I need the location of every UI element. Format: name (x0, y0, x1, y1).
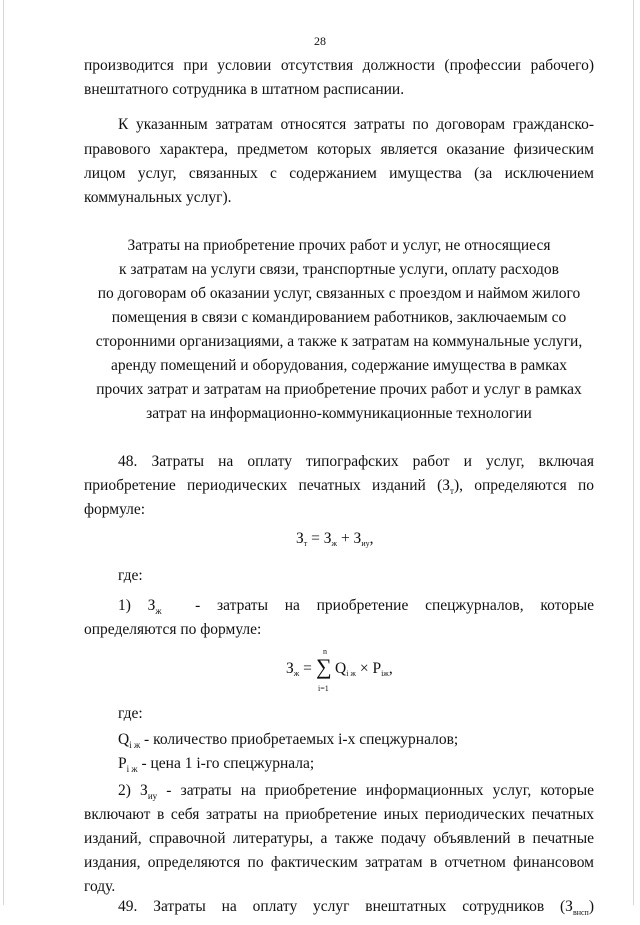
item-2-line: изданий, справочной литературы, а также подачу объявлений в печатные (84, 830, 594, 847)
item-2-line: 2) $З_{иу}$ - затраты на приобретение информационных услуг, которые (118, 782, 594, 802)
intro-line: производится при условии отсутствия должности (профессии рабочего) (84, 57, 594, 74)
item-1-line: определяются по формуле: (84, 621, 262, 638)
item-1-line: 1) $З_ж$ - затраты на приобретение спецжурналов, которые (118, 597, 595, 617)
where-label: где: (118, 705, 143, 722)
section-heading-line: прочих затрат и затратам на приобретение прочих работ и услуг в рамках (96, 381, 582, 398)
paragraph-49-line: 49. Затраты на оплату услуг внештатных сотрудников $(З_{внсп})$ (118, 898, 594, 918)
paragraph-48-line: 48. Затраты на оплату типографских работ и услуг, включая (118, 453, 594, 470)
intro-line: К указанным затратам относятся затраты по договорам гражданско- (118, 116, 594, 133)
section-heading-line: сторонними организациями, а также к затратам на коммунальные услуги, (95, 333, 583, 350)
section-heading-line: затрат на информационно-коммуникационные технологии (146, 405, 532, 422)
page-number: 28 (314, 34, 326, 48)
intro-line: коммунальных услуг). (84, 189, 232, 206)
definition-q: $Q_{i ж}$ - количество приобретаемых i-х спецжурналов; (118, 731, 459, 751)
sum-upper-limit: n (323, 647, 327, 656)
item-2-line: издания, определяются по фактическим затратам в отчетном финансовом (84, 854, 594, 871)
section-heading-line: Затраты на приобретение прочих работ и услуг, не относящиеся (127, 237, 551, 254)
section-heading-line: помещения в связи с командированием работников, заключаемым со (111, 309, 567, 326)
definition-p: $P_{i ж}$ - цена 1 i-го спецжурнала; (118, 755, 315, 775)
item-2-line: включают в себя затраты на приобретение иных периодических печатных (84, 806, 594, 823)
item-2-line: году. (84, 878, 116, 895)
scan-edge-left (3, 0, 4, 905)
section-heading-line: аренду помещений и оборудования, содержание имущества в рамках (110, 357, 568, 374)
formula-total-typography: $З_т = З_ж + З_{иу}$, (296, 530, 374, 548)
where-label: где: (118, 567, 143, 584)
document-page: 28 производится при условии отсутствия должности (профессии рабочего) внештатного сотрудника в штатном расписании. К указанным затратам относятся затраты по договорам гражданско- правового характера, предметом которых является оказание физическим лицом услуг, связанных с содержанием имущества (за исключением коммунальных услуг). Затраты на приобретение прочих работ и услуг, не относящиеся к затратам на услуги связи, транспортные услуги, оплату расходов по договорам об оказании услуг, связанных с проездом и наймом жилого помещения в связи с командированием работников, заключаемым со сторонними организациями, а также к затратам на коммунальные услуги, аренду помещений и оборудования, содержание имущества в рамках прочих затрат и затратам на приобретение прочих работ и услуг в рамках затрат на информационно-коммуникационные технологии 48. Затраты на оплату типографских работ и услуг, включая приобретение периодических печатных изданий $(З_т)$, определяются по формуле: $З_т = З_ж + З_{иу}$, где: 1) $З_ж$ - затраты на приобретение спецжурналов, которые определяются по формуле: $З_ж$ = n ∑ i=1 $Q_{i ж} \times P_{iж}$, где: $Q_{i ж}$ - количество приобретаемых i-х спецжурналов; $P_{i ж}$ - цена 1 i-го спецжурнала; 2) $З_{иу}$ - затраты на приобретение информационных услуг, которые включают в себя затраты на приобретение иных периодических печатных изданий, справочной литературы, а также подачу объявлений в печатные издания, определяются по фактическим затратам в отчетном финансовом году. 49. Затраты на оплату услуг внештатных сотрудников $(З_{внсп})$ (0, 0, 640, 905)
intro-line: правового характера, предметом которых является оказание физическим (84, 141, 594, 158)
paragraph-48-line: приобретение периодических печатных изданий $(З_т)$, определяются по (84, 477, 595, 497)
intro-line: лицом услуг, связанных с содержанием имущества (за исключением (84, 165, 594, 182)
scan-edge-right (633, 0, 634, 905)
sum-lower-limit: i=1 (318, 684, 329, 693)
intro-line: внештатного сотрудника в штатном расписании. (84, 81, 405, 98)
paragraph-48-line: формуле: (84, 501, 146, 518)
sum-sign: ∑ (316, 654, 332, 679)
section-heading-line: к затратам на услуги связи, транспортные услуги, оплату расходов (119, 261, 559, 278)
section-heading-line: по договорам об оказании услуг, связанных с проездом и наймом жилого (97, 285, 581, 302)
